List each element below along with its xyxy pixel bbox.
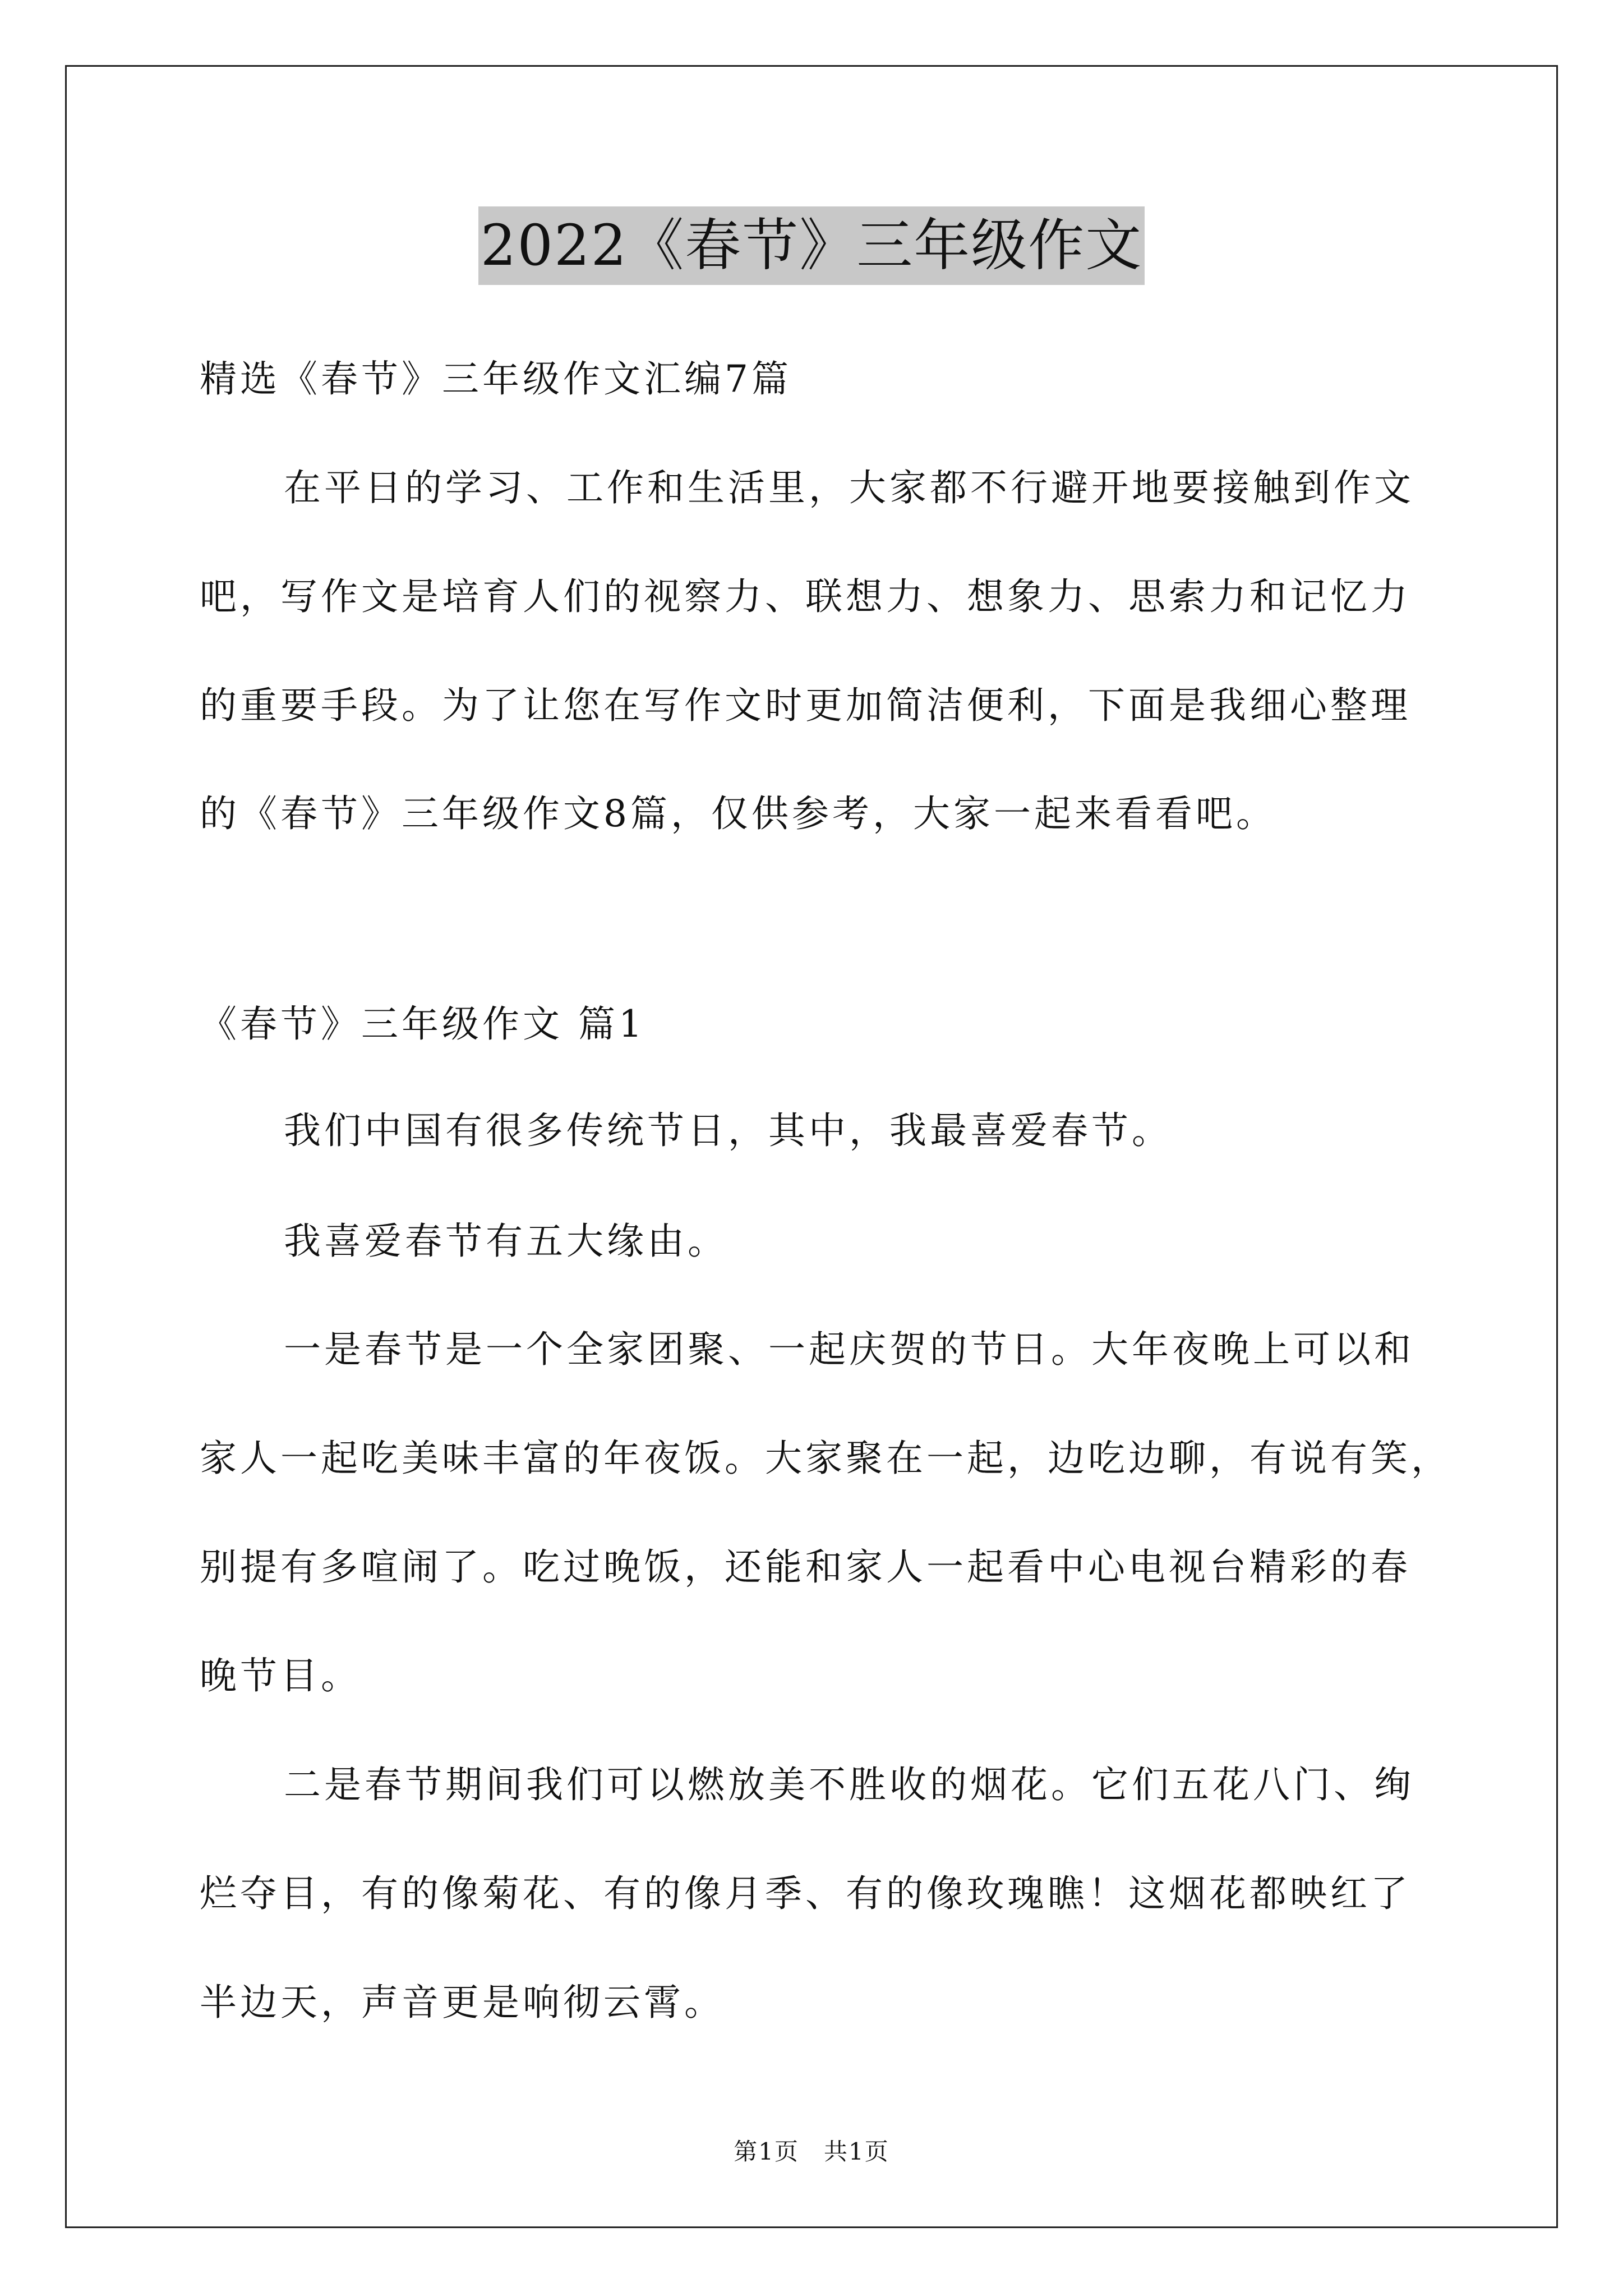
intro-line: 吧，写作文是培育人们的视察力、联想力、想象力、思索力和记忆力	[200, 575, 1411, 618]
body-line: 晚节目。	[200, 1654, 361, 1697]
body-line: 别提有多喧闹了。吃过晚饭，还能和家人一起看中心电视台精彩的春	[200, 1545, 1411, 1589]
document-title: 2022《春节》三年级作文	[478, 206, 1145, 285]
intro-line: 的重要手段。为了让您在写作文时更加简洁便利，下面是我细心整理	[200, 684, 1411, 727]
page-footer	[0, 2136, 1623, 2168]
intro-line: 在平日的学习、工作和生活里，大家都不行避开地要接触到作文	[284, 466, 1414, 509]
body-line: 家人一起吃美味丰富的年夜饭。大家聚在一起，边吃边聊，有说有笑，	[200, 1437, 1451, 1480]
body-line: 我喜爱春节有五大缘由。	[284, 1220, 728, 1263]
document-subtitle: 精选《春节》三年级作文汇编7篇	[200, 357, 792, 401]
body-line: 半边天，声音更是响彻云霄。	[200, 1981, 725, 2024]
body-line: 我们中国有很多传统节日，其中，我最喜爱春节。	[284, 1109, 1172, 1152]
body-line: 一是春节是一个全家团聚、一起庆贺的节日。大年夜晚上可以和	[284, 1328, 1414, 1371]
body-line: 二是春节期间我们可以燃放美不胜收的烟花。它们五花八门、绚	[284, 1763, 1414, 1806]
body-line: 烂夺目，有的像菊花、有的像月季、有的像玫瑰瞧！这烟花都映红了	[200, 1872, 1411, 1915]
section-heading: 《春节》三年级作文 篇1	[200, 1002, 645, 1046]
intro-line: 的《春节》三年级作文8篇，仅供参考，大家一起来看看吧。	[200, 792, 1276, 835]
page-total: 共1页	[824, 2138, 889, 2165]
page-number: 第1页	[734, 2138, 799, 2165]
title-container	[0, 206, 1623, 285]
